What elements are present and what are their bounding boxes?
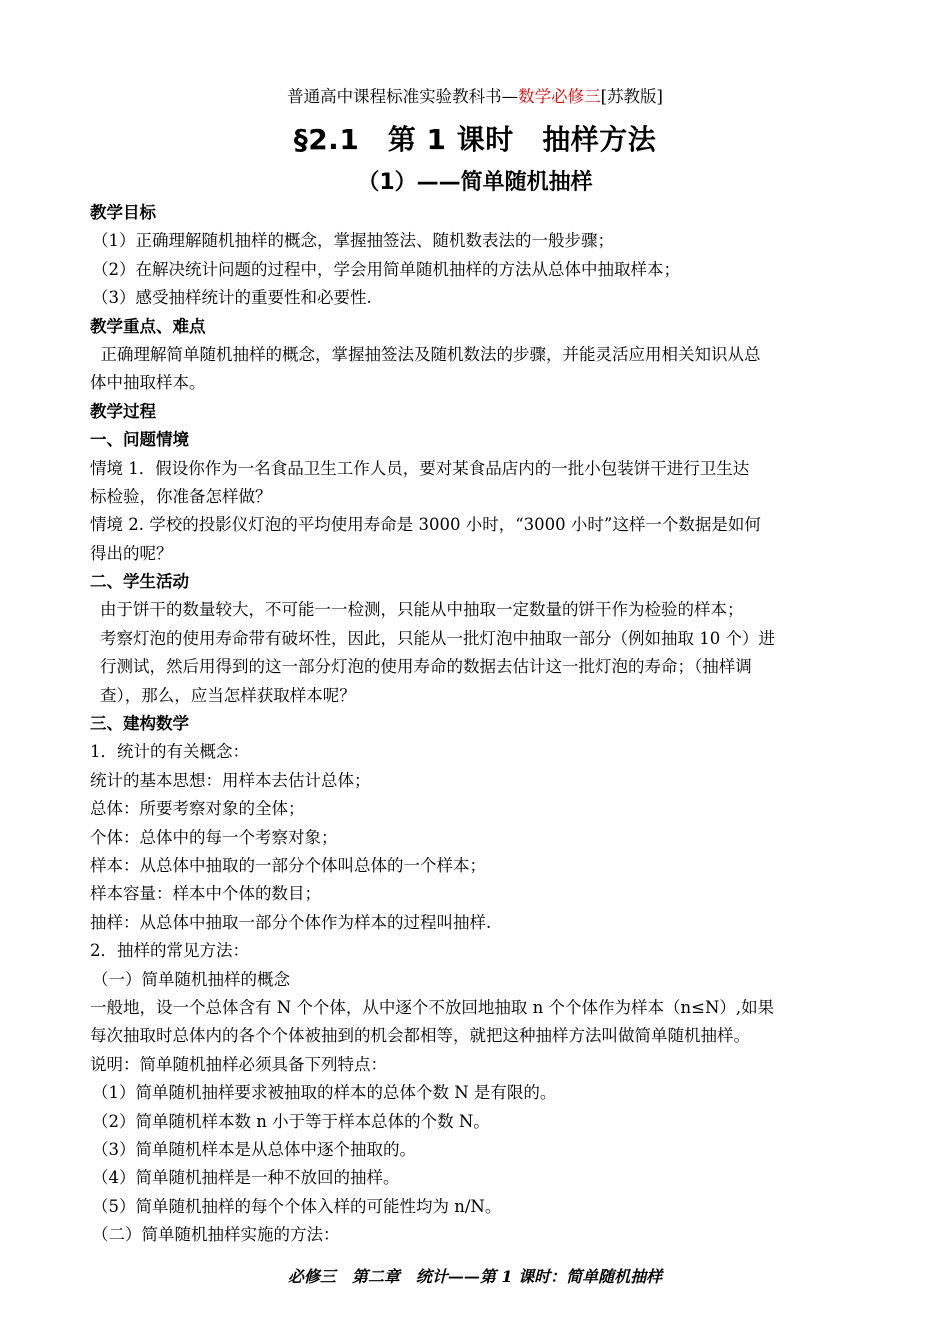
- body-line: （3）简单随机样本是从总体中逐个抽取的。: [92, 1139, 416, 1159]
- lesson-body: [90, 199, 862, 1249]
- header-prefix: 普通高中课程标准实验教科书—: [287, 87, 519, 106]
- header-highlight: 数学必修三: [518, 87, 601, 106]
- body-line: 情境 2. 学校的投影仪灯泡的平均使用寿命是 3000 小时，“3000 小时”这样一个数据是如何: [90, 515, 761, 535]
- body-line: 行测试，然后用得到的这一部分灯泡的使用寿命的数据去估计这一批灯泡的寿命；（抽样调: [100, 657, 752, 677]
- section-heading: 三、建构数学: [90, 714, 189, 734]
- body-line: （2）简单随机样本数 n 小于等于样本总体的个数 N。: [92, 1111, 490, 1131]
- section-heading: 教学目标: [90, 203, 156, 222]
- body-line: （5）简单随机抽样的每个个体入样的可能性均为 n/N。: [92, 1196, 502, 1216]
- body-line: 说明：简单随机抽样必须具备下列特点：: [90, 1054, 387, 1074]
- body-line: 由于饼干的数量较大，不可能一一检测，只能从中抽取一定数量的饼干作为检验的样本；: [100, 600, 744, 620]
- running-header: [0, 86, 950, 108]
- body-line: 总体：所要考察对象的全体；: [90, 799, 305, 819]
- body-line: （4）简单随机抽样是一种不放回的抽样。: [92, 1168, 400, 1188]
- body-line: 样本：从总体中抽取的一部分个体叫总体的一个样本；: [90, 855, 486, 875]
- body-line: （二）简单随机抽样实施的方法：: [92, 1225, 340, 1245]
- lesson-title: §2.1 第 1 课时 抽样方法: [293, 123, 657, 156]
- section-heading: 二、学生活动: [90, 572, 189, 592]
- section-heading: 教学过程: [90, 401, 156, 421]
- lesson-subtitle: （1）——简单随机抽样: [357, 170, 593, 195]
- body-line: 一般地，设一个总体含有 N 个个体，从中逐个不放回地抽取 n 个个体作为样本（n≤N）,如果: [90, 997, 775, 1017]
- body-line: 得出的呢？: [90, 543, 173, 563]
- body-line: （一）简单随机抽样的概念: [92, 969, 290, 989]
- body-line: 统计的基本思想：用样本去估计总体；: [90, 770, 371, 790]
- body-line: 1．统计的有关概念：: [90, 742, 249, 762]
- body-line: （2）在解决统计问题的过程中，学会用简单随机抽样的方法从总体中抽取样本；: [92, 259, 680, 279]
- header-suffix: [苏教版]: [600, 87, 663, 106]
- body-line: 个体：总体中的每一个考察对象；: [90, 827, 338, 847]
- body-line: 每次抽取时总体内的各个个体被抽到的机会都相等，就把这种抽样方法叫做简单随机抽样。: [90, 1026, 750, 1046]
- body-line: 考察灯泡的使用寿命带有破坏性，因此，只能从一批灯泡中抽取一部分（例如抽取 10 个）进: [100, 628, 775, 648]
- section-heading: 一、问题情境: [90, 430, 189, 450]
- section-heading: 教学重点、难点: [90, 316, 206, 336]
- body-line: 情境 1．假设你作为一名食品卫生工作人员，要对某食品店内的一批小包装饼干进行卫生达: [90, 458, 750, 478]
- body-line: 抽样：从总体中抽取一部分个体作为样本的过程叫抽样.: [90, 912, 492, 932]
- body-line: 2．抽样的常见方法：: [90, 941, 249, 961]
- running-footer: 必修三 第二章 统计——第 1 课时：简单随机抽样: [287, 1267, 663, 1286]
- body-line: 体中抽取样本。: [90, 373, 206, 393]
- body-line: 查），那么，应当怎样获取样本呢？: [100, 685, 356, 705]
- body-line: 标检验，你准备怎样做？: [90, 486, 272, 506]
- body-line: （1）简单随机抽样要求被抽取的样本的总体个数 N 是有限的。: [92, 1083, 557, 1103]
- body-line: 样本容量：样本中个体的数目；: [90, 884, 321, 904]
- body-line: （3）感受抽样统计的重要性和必要性.: [92, 288, 372, 308]
- body-line: （1）正确理解随机抽样的概念，掌握抽签法、随机数表法的一般步骤；: [92, 231, 614, 251]
- body-line: 正确理解简单随机抽样的概念，掌握抽签法及随机数法的步骤，并能灵活应用相关知识从总: [90, 344, 761, 364]
